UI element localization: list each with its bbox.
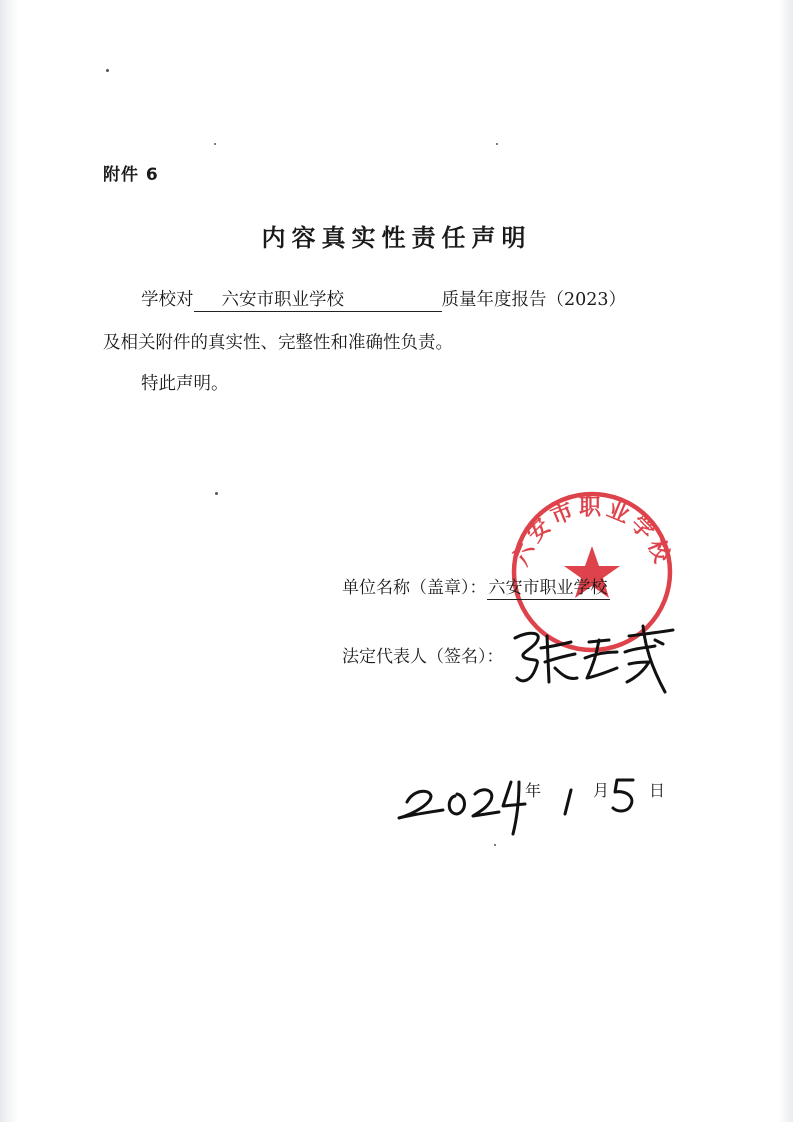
scan-edge-right: [779, 0, 793, 1122]
attachment-label: 附件 6: [103, 165, 159, 185]
seal-text: 六安市职业学校: [508, 495, 676, 570]
unit-name-label: 单位名称（盖章）：: [342, 578, 487, 598]
statement-line-2: 及相关附件的真实性、完整性和准确性负责。: [103, 333, 453, 353]
scan-speck: [106, 69, 109, 72]
scan-speck: [215, 492, 218, 495]
statement-line-1: [141, 287, 626, 313]
document-title: 内容真实性责任声明: [261, 223, 532, 252]
legal-rep-label: 法定代表人（签名）：: [342, 647, 504, 667]
statement-line-3: 特此声明。: [141, 374, 229, 394]
scan-speck: [496, 143, 498, 145]
unit-name-value: 六安市职业学校: [488, 578, 608, 598]
statement-suffix: 质量年度报告（2023）: [441, 290, 627, 310]
school-name-field: 六安市职业学校: [194, 289, 442, 312]
signing-date: [395, 762, 695, 842]
date-month-char: 月: [593, 781, 610, 800]
scan-speck: [214, 143, 216, 145]
legal-rep-row: [342, 642, 504, 667]
handwritten-date-strokes: [395, 762, 695, 842]
handwritten-signature: [505, 618, 685, 698]
statement-prefix: 学校对: [141, 290, 194, 310]
date-day-char: 日: [649, 781, 666, 800]
scan-speck: [494, 844, 496, 846]
date-year-char: 年: [525, 781, 542, 800]
unit-name-row: [342, 573, 610, 598]
scan-edge-left: [0, 0, 18, 1122]
